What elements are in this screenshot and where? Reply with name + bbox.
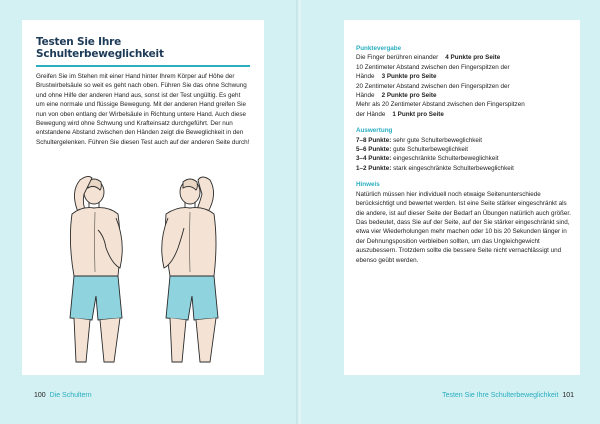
evaluation-row: 5–6 Punkte: gute Schulterbeweglichkeit <box>356 146 469 154</box>
right-page <box>302 0 600 424</box>
evaluation-heading: Auswertung <box>356 127 393 135</box>
page-number: 101 <box>562 392 574 399</box>
scoring-line: 10 Zentimeter Abstand zwischen den Fingerspitzen der <box>356 63 510 71</box>
page-number: 100 <box>34 392 46 399</box>
page-title: Testen Sie Ihre Schulterbeweglichkeit <box>36 36 250 67</box>
figure-right <box>162 177 218 362</box>
evaluation-row: 7–8 Punkte: sehr gute Schulterbeweglichkeit <box>356 136 483 144</box>
evaluation-row: 3–4 Punkte: eingeschränkte Schulterbeweglichkeit <box>356 155 499 163</box>
intro-text: Greifen Sie im Stehen mit einer Hand hinter Ihrem Körper auf Höhe der Brustwirbelsäule so weit es geht nach oben. Führen Sie das ohne Schwung und ohne Hilfe der anderen Hand aus, sonst ist der Test ungültig. Es geht um eine normale und flüssige Bewegung. Mit der anderen Hand greifen Sie nun von oben entlang der Wirbelsäule in Richtung untere Hand. Auch diese Bewegung wird ohne Schwung und Krafteinsatz durchgeführt. Der nun entstandene Abstand zwischen den Händen zeigt die Beweglichkeit in den Schultergelenken. Führen Sie diesen Test auch auf der anderen Seite durch! <box>36 73 250 146</box>
scoring-line: Die Finger berühren einander 4 Punkte pro Seite <box>356 54 501 62</box>
left-page <box>0 0 298 424</box>
right-card <box>344 20 580 375</box>
scoring-line: der Hände 1 Punkt pro Seite <box>356 110 444 118</box>
running-head: Die Schultern <box>49 392 92 399</box>
scoring-line: 20 Zentimeter Abstand zwischen den Fingerspitzen der <box>356 82 510 90</box>
hint-section <box>356 180 572 265</box>
right-content <box>356 44 572 272</box>
evaluation-row: 1–2 Punkte: stark eingeschränkte Schulterbeweglichkeit <box>356 164 514 172</box>
right-footer <box>442 392 574 399</box>
figure-left <box>70 176 122 362</box>
scoring-section <box>356 44 572 119</box>
evaluation-section <box>356 126 572 173</box>
scoring-line: Mehr als 20 Zentimeter Abstand zwischen den Fingerspitzen <box>356 101 525 109</box>
scoring-line: Hände 3 Punkte pro Seite <box>356 73 437 81</box>
shoulder-test-illustration <box>32 172 254 372</box>
left-footer <box>34 392 92 399</box>
scoring-line: Hände 2 Punkte pro Seite <box>356 92 437 100</box>
running-head: Testen Sie Ihre Schulterbeweglichkeit <box>442 392 559 399</box>
hint-heading: Hinweis <box>356 181 380 189</box>
left-card <box>22 20 264 375</box>
hint-text: Natürlich müssen hier individuell noch etwaige Seitenunterschiede berücksichtigt und bewertet werden. Ist eine Seite stärker eingeschränkt als die andere, ist auf dieser Seite der Bedarf an Übungen natürlich auch größer. Das bedeutet, dass Sie auf der Seite, auf der Sie stärker eingeschränkt sind, etwa vier Wiederholungen mehr machen oder 10 bis 20 Sekunden länger in der Dehnungsposition verbleiben sollten, um das Ungleichgewicht auszubessern. Trotzdem sollte die bessere Seite nicht vernachlässigt und ebenso geübt werden. <box>356 190 571 264</box>
scoring-heading: Punktevergabe <box>356 45 402 52</box>
